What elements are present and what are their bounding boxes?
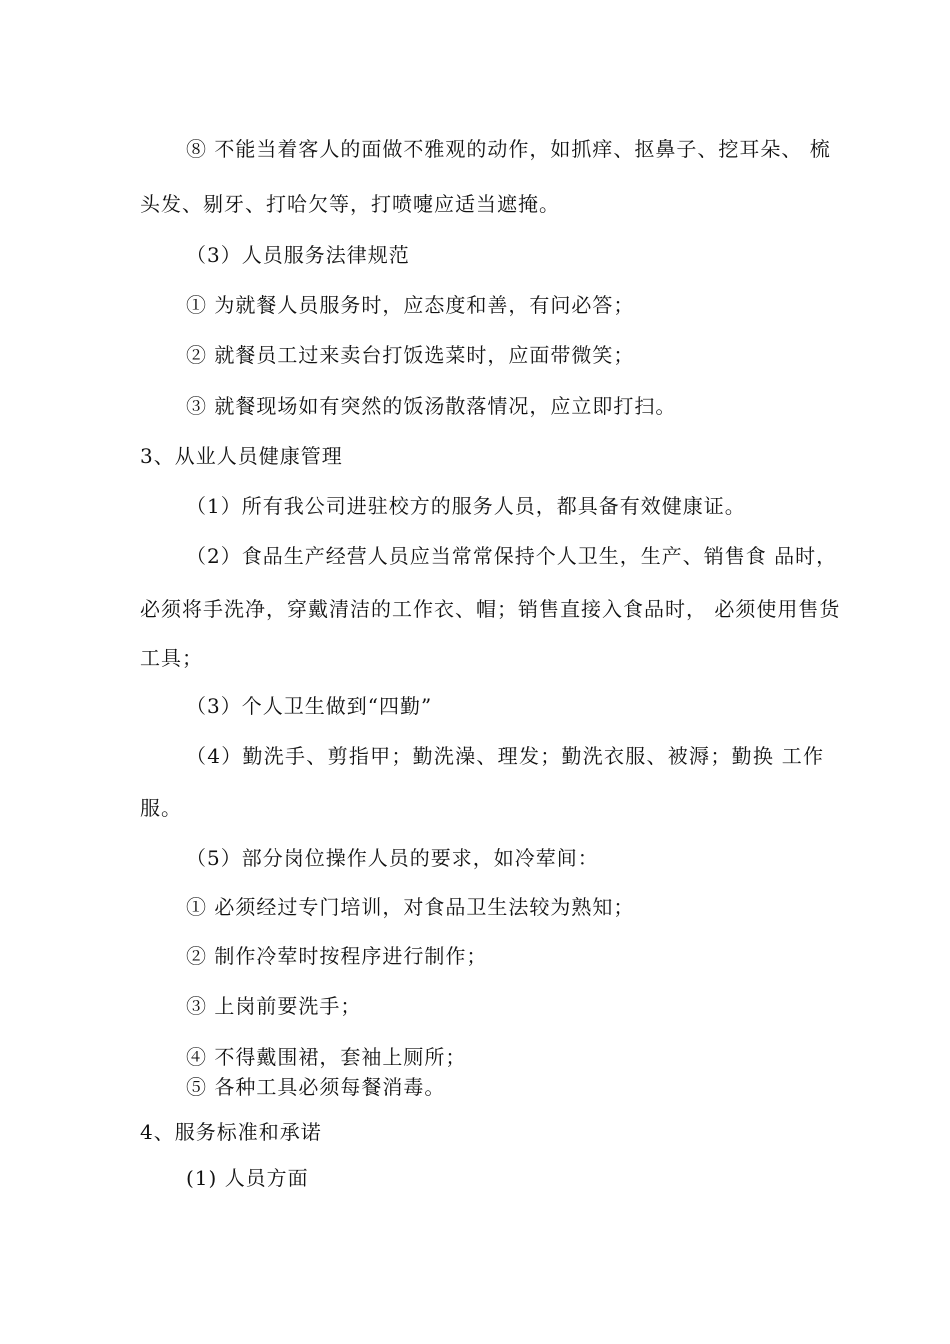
list-item-1: ① 为就餐人员服务时，应态度和善，有问必答； [186, 293, 635, 317]
cold-room-item-4: ④ 不得戴围裙，套袖上厕所； [186, 1045, 467, 1069]
paragraph-item-4-line-2: 服。 [140, 796, 182, 820]
paragraph-item-1: （1）所有我公司进驻校方的服务人员，都具备有效健康证。 [186, 494, 746, 518]
cold-room-item-2: ② 制作冷荤时按程序进行制作； [186, 944, 488, 968]
paragraph-item-2-line-2: 必须将手洗净，穿戴清洁的工作衣、帽；销售直接入食品时， 必须使用售货 [140, 597, 841, 621]
paragraph-item-2-line-3: 工具； [140, 646, 203, 670]
list-item-2: ② 就餐员工过来卖台打饭选菜时，应面带微笑； [186, 343, 635, 367]
paragraph-line-2: 头发、剔牙、打哈欠等，打喷嚏应适当遮掩。 [140, 192, 560, 216]
paragraph-item-3: （3）个人卫生做到“四勤” [186, 694, 433, 718]
subsection-heading-4-1: (1) 人员方面 [186, 1166, 309, 1190]
list-item-3: ③ 就餐现场如有突然的饭汤散落情况，应立即打扫。 [186, 394, 677, 418]
cold-room-item-3: ③ 上岗前要洗手； [186, 994, 362, 1018]
section-heading-3: 3、从业人员健康管理 [140, 444, 343, 468]
paragraph-item-4-line-1: （4）勤洗手、剪指甲；勤洗澡、理发；勤洗衣服、被溽；勤换 工作 [186, 744, 824, 768]
section-heading-4: 4、服务标准和承诺 [140, 1120, 322, 1144]
cold-room-item-5: ⑤ 各种工具必须每餐消毒。 [186, 1075, 446, 1099]
paragraph-line-1: ⑧ 不能当着客人的面做不雅观的动作，如抓痒、抠鼻子、挖耳朵、 梳 [186, 137, 831, 161]
paragraph-item-5: （5）部分岗位操作人员的要求，如冷荤间： [186, 846, 599, 870]
cold-room-item-1: ① 必须经过专门培训，对食品卫生法较为熟知； [186, 895, 635, 919]
subsection-heading-3: （3）人员服务法律规范 [186, 243, 410, 267]
paragraph-item-2-line-1: （2）食品生产经营人员应当常常保持个人卫生，生产、销售食 品时， [186, 544, 838, 568]
